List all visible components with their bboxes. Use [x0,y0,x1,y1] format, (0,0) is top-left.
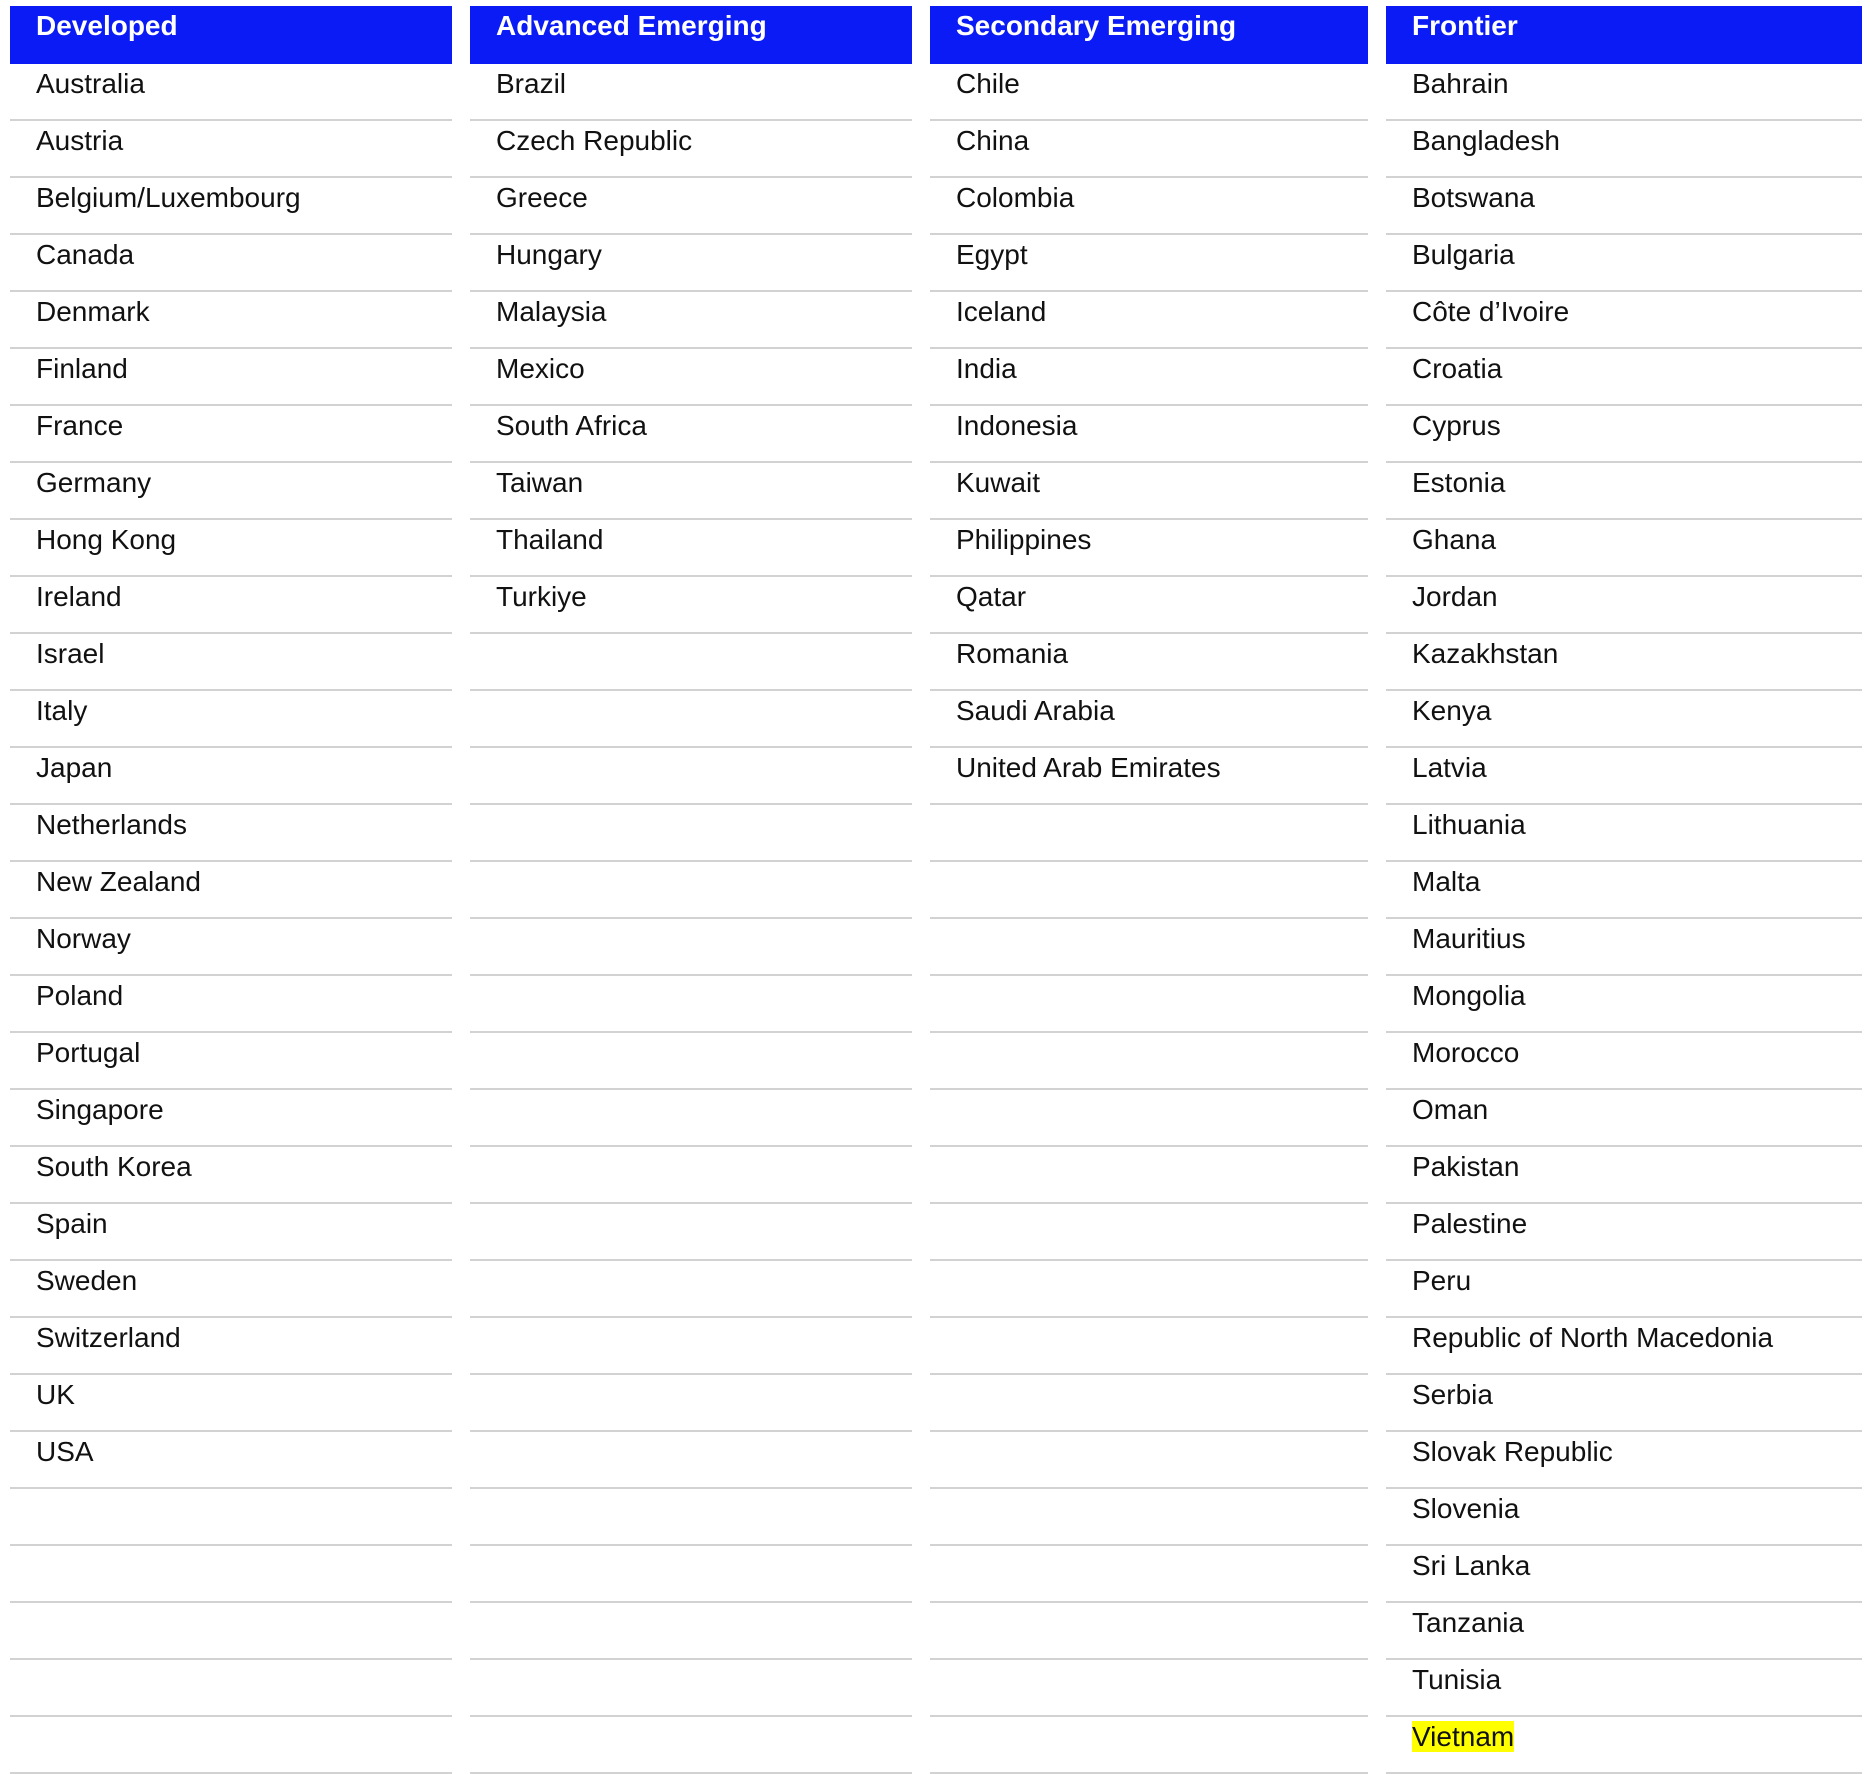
empty-cell [470,1603,912,1660]
country-name: Tunisia [1412,1664,1502,1695]
country-name: Canada [36,239,135,270]
empty-cell [470,691,912,748]
country-cell [1386,463,1862,520]
country-name: Bangladesh [1412,125,1560,156]
country-name: Lithuania [1412,809,1526,840]
column-header: Secondary Emerging [930,6,1368,64]
country-cell [1386,121,1862,178]
country-name: South Korea [36,1151,192,1182]
country-name: Germany [36,467,152,498]
country-cell [930,178,1368,235]
country-cell [470,406,912,463]
country-cell [1386,1318,1862,1375]
country-name: Oman [1412,1094,1489,1125]
country-cell [1386,748,1862,805]
country-name: Mexico [496,353,585,384]
country-cell [470,235,912,292]
country-name: Croatia [1412,353,1503,384]
country-cell [1386,1147,1862,1204]
country-name: United Arab Emirates [956,752,1221,783]
empty-cell [470,976,912,1033]
country-cell [10,976,452,1033]
country-name: Chile [956,68,1020,99]
country-cell [10,406,452,463]
country-name: Palestine [1412,1208,1528,1239]
country-cell [1386,1375,1862,1432]
country-name: Pakistan [1412,1151,1520,1182]
country-cell [1386,1033,1862,1090]
country-cell [10,862,452,919]
country-cell [10,634,452,691]
empty-cell [470,1489,912,1546]
empty-cell [930,1090,1368,1147]
country-cell [930,121,1368,178]
country-cell [930,577,1368,634]
country-cell [10,520,452,577]
country-name: Peru [1412,1265,1472,1296]
country-cell [1386,1489,1862,1546]
country-name: Taiwan [496,467,584,498]
country-cell [1386,976,1862,1033]
country-name: Bulgaria [1412,239,1515,270]
country-name: Slovenia [1412,1493,1520,1524]
country-name: Sweden [36,1265,138,1296]
country-cell [10,919,452,976]
country-name: Indonesia [956,410,1078,441]
country-cell [10,178,452,235]
empty-cell [930,919,1368,976]
country-name: Tanzania [1412,1607,1525,1638]
empty-cell [10,1717,452,1774]
country-cell [1386,1204,1862,1261]
empty-cell [10,1489,452,1546]
country-cell [10,1261,452,1318]
empty-cell [930,1204,1368,1261]
country-cell [930,64,1368,121]
country-cell [930,292,1368,349]
country-cell [470,64,912,121]
country-cell [10,235,452,292]
empty-cell [470,634,912,691]
empty-cell [930,1147,1368,1204]
country-cell [930,634,1368,691]
country-name: Saudi Arabia [956,695,1115,726]
country-name: Egypt [956,239,1028,270]
country-name: Slovak Republic [1412,1436,1613,1467]
empty-cell [470,1090,912,1147]
country-cell [1386,634,1862,691]
country-name: Sri Lanka [1412,1550,1531,1581]
country-cell [470,121,912,178]
country-name: Kazakhstan [1412,638,1559,669]
country-cell [10,292,452,349]
country-name: Philippines [956,524,1092,555]
country-cell [10,1204,452,1261]
empty-cell [470,1204,912,1261]
empty-cell [10,1546,452,1603]
country-cell [10,1318,452,1375]
country-name: Austria [36,125,124,156]
country-classification-table [10,6,1862,1766]
empty-cell [930,976,1368,1033]
country-name: UK [36,1379,75,1410]
country-name: France [36,410,124,441]
country-name: Czech Republic [496,125,693,156]
empty-cell [930,1318,1368,1375]
country-cell [470,349,912,406]
empty-cell [470,805,912,862]
country-cell [1386,919,1862,976]
empty-cell [930,862,1368,919]
country-cell [1386,1717,1862,1774]
country-cell [10,577,452,634]
empty-cell [470,1546,912,1603]
country-name: Iceland [956,296,1047,327]
country-name: Poland [36,980,124,1011]
country-cell [1386,1660,1862,1717]
empty-cell [930,1375,1368,1432]
country-name: Hong Kong [36,524,177,555]
country-name: Japan [36,752,113,783]
column-header: Advanced Emerging [470,6,912,64]
empty-cell [470,1717,912,1774]
country-name: Bahrain [1412,68,1509,99]
country-name: Denmark [36,296,150,327]
country-cell [1386,1546,1862,1603]
country-cell [1386,1261,1862,1318]
empty-cell [930,1432,1368,1489]
country-name: Colombia [956,182,1075,213]
empty-cell [470,748,912,805]
country-cell [10,349,452,406]
country-cell [930,691,1368,748]
country-name: USA [36,1436,94,1467]
empty-cell [10,1660,452,1717]
country-name: Brazil [496,68,567,99]
empty-cell [930,1261,1368,1318]
empty-cell [930,1489,1368,1546]
highlighted-country-name: Vietnam [1412,1721,1515,1752]
empty-cell [930,1717,1368,1774]
column-0 [10,6,452,1774]
country-cell [1386,1090,1862,1147]
country-cell [1386,1432,1862,1489]
empty-cell [470,919,912,976]
country-name: Finland [36,353,128,384]
country-name: Mauritius [1412,923,1526,954]
column-3 [1386,6,1862,1774]
country-name: Netherlands [36,809,187,840]
country-cell [1386,520,1862,577]
country-cell [470,520,912,577]
empty-cell [930,1546,1368,1603]
country-name: Italy [36,695,88,726]
country-cell [1386,178,1862,235]
country-cell [470,577,912,634]
country-name: Jordan [1412,581,1498,612]
country-cell [1386,235,1862,292]
country-cell [10,64,452,121]
empty-cell [930,1603,1368,1660]
country-name: Belgium/Luxembourg [36,182,301,213]
country-cell [470,292,912,349]
country-cell [1386,691,1862,748]
country-name: Ghana [1412,524,1497,555]
country-name: Ireland [36,581,122,612]
country-name: Morocco [1412,1037,1520,1068]
country-name: Côte d’Ivoire [1412,296,1570,327]
country-cell [10,691,452,748]
empty-cell [470,862,912,919]
country-name: Malaysia [496,296,607,327]
country-cell [930,748,1368,805]
country-name: New Zealand [36,866,201,897]
column-2 [930,6,1368,1774]
empty-cell [470,1318,912,1375]
country-name: Norway [36,923,131,954]
empty-cell [930,1660,1368,1717]
country-name: Hungary [496,239,602,270]
country-name: Latvia [1412,752,1487,783]
country-name: India [956,353,1017,384]
country-cell [10,1375,452,1432]
country-name: Switzerland [36,1322,181,1353]
country-name: Malta [1412,866,1481,897]
country-name: Greece [496,182,588,213]
column-header: Developed [10,6,452,64]
country-name: Spain [36,1208,108,1239]
country-cell [1386,292,1862,349]
country-name: Serbia [1412,1379,1493,1410]
country-name: South Africa [496,410,647,441]
country-cell [930,349,1368,406]
country-cell [10,748,452,805]
country-name: Cyprus [1412,410,1501,441]
country-cell [10,805,452,862]
empty-cell [470,1375,912,1432]
empty-cell [10,1603,452,1660]
country-cell [10,463,452,520]
country-name: Kenya [1412,695,1492,726]
country-cell [10,1147,452,1204]
empty-cell [930,1033,1368,1090]
country-cell [1386,64,1862,121]
empty-cell [470,1261,912,1318]
country-cell [10,1033,452,1090]
country-name: China [956,125,1030,156]
country-name: Romania [956,638,1069,669]
country-name: Republic of North Macedonia [1412,1322,1774,1353]
country-name: Turkiye [496,581,587,612]
country-cell [930,235,1368,292]
country-cell [1386,862,1862,919]
empty-cell [470,1147,912,1204]
country-name: Israel [36,638,105,669]
country-name: Singapore [36,1094,164,1125]
country-name: Portugal [36,1037,141,1068]
country-cell [470,463,912,520]
empty-cell [930,805,1368,862]
column-header: Frontier [1386,6,1862,64]
country-name: Australia [36,68,145,99]
empty-cell [470,1432,912,1489]
country-cell [930,406,1368,463]
country-cell [10,1432,452,1489]
country-cell [1386,406,1862,463]
country-cell [1386,805,1862,862]
country-cell [1386,1603,1862,1660]
country-name: Thailand [496,524,604,555]
country-cell [10,121,452,178]
country-name: Estonia [1412,467,1506,498]
country-name: Kuwait [956,467,1041,498]
column-1 [470,6,912,1774]
country-name: Botswana [1412,182,1535,213]
country-cell [1386,577,1862,634]
country-cell [1386,349,1862,406]
country-cell [470,178,912,235]
empty-cell [470,1033,912,1090]
country-cell [10,1090,452,1147]
country-name: Mongolia [1412,980,1526,1011]
country-name: Qatar [956,581,1027,612]
country-cell [930,520,1368,577]
empty-cell [470,1660,912,1717]
country-cell [930,463,1368,520]
